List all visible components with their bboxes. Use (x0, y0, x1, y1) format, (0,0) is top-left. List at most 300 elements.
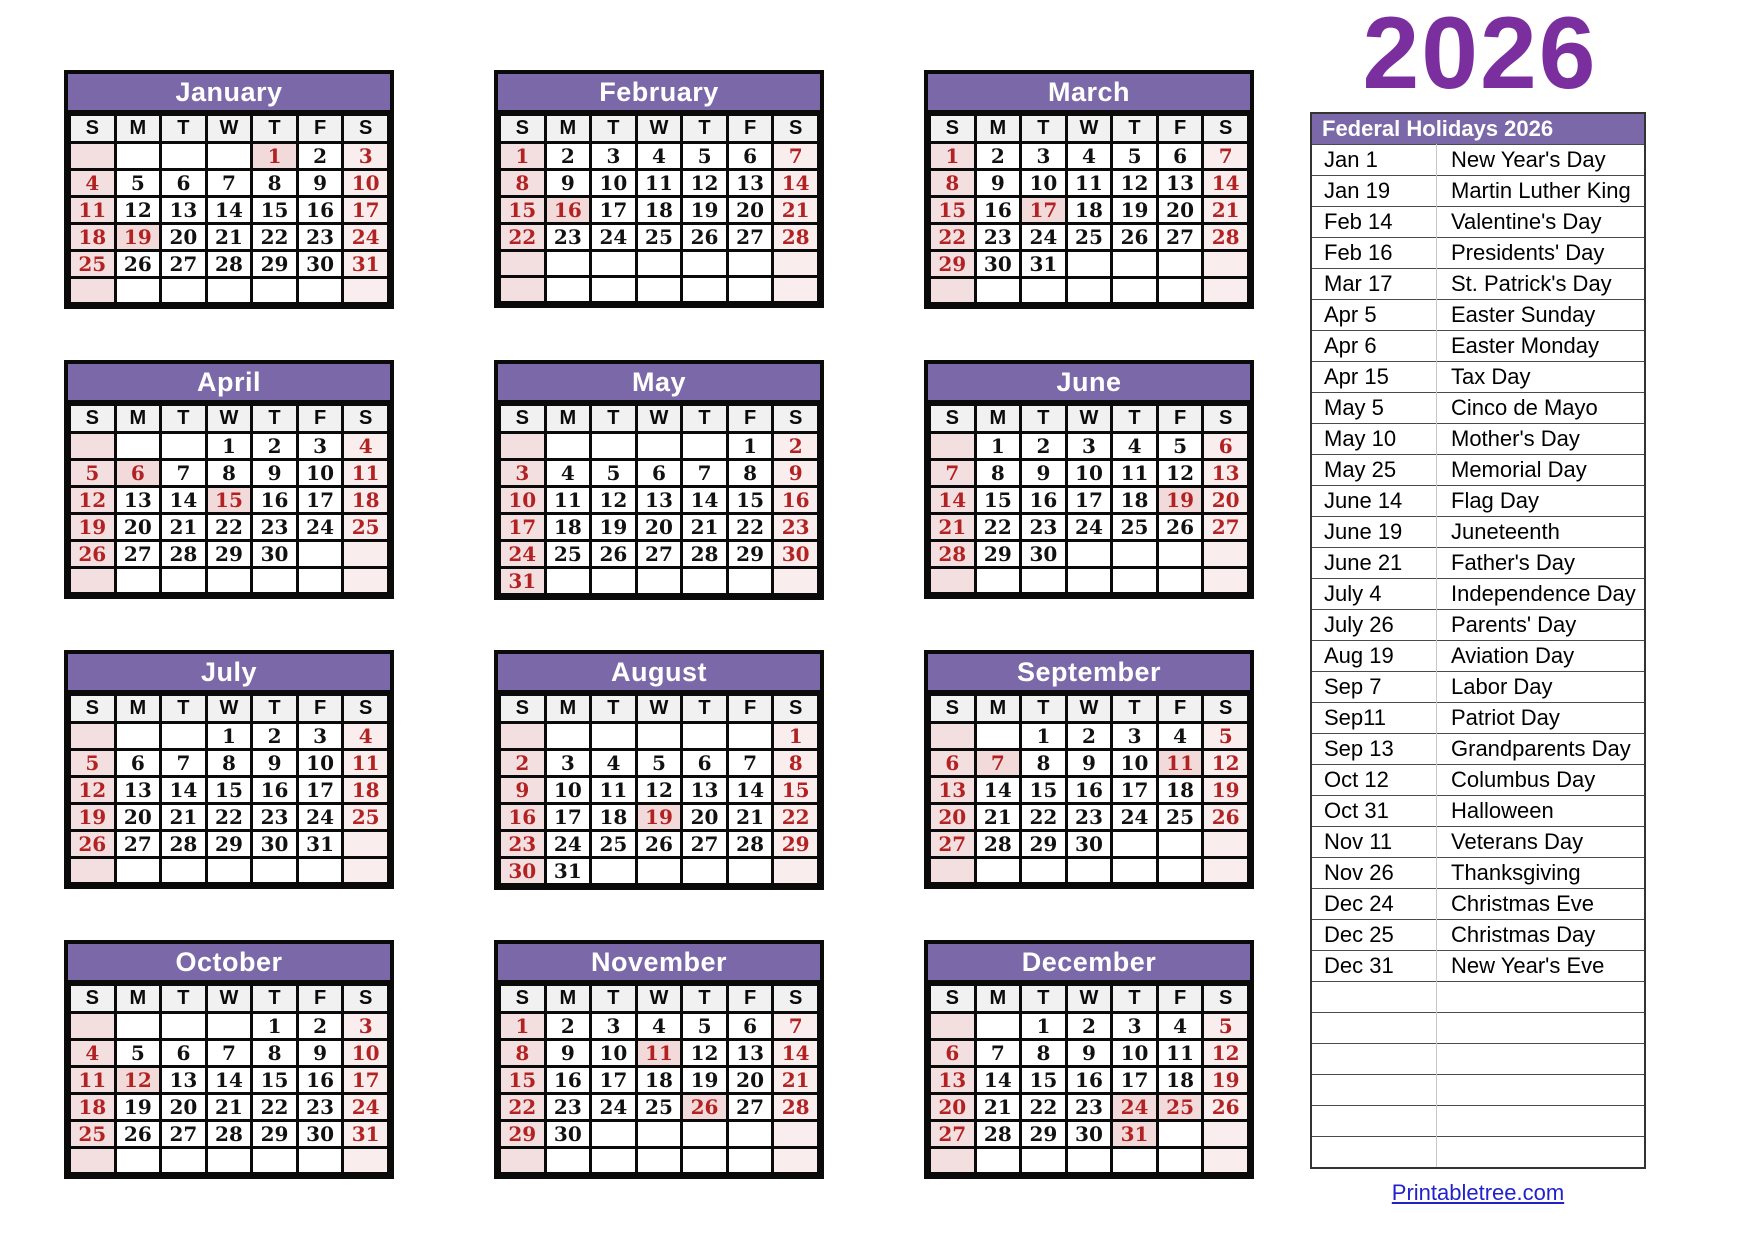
day-cell-empty (115, 143, 161, 170)
month-title: January (68, 74, 390, 113)
day-cell-empty (70, 723, 116, 750)
day-cell-empty (975, 568, 1021, 594)
day-cell: 29 (1021, 831, 1067, 858)
holiday-empty-date (1312, 1106, 1437, 1137)
day-cell: 13 (727, 1040, 773, 1067)
day-cell: 18 (343, 777, 389, 804)
holiday-date: Feb 14 (1312, 207, 1437, 238)
day-cell: 12 (682, 170, 728, 197)
day-cell: 22 (500, 1094, 546, 1121)
day-cell-empty (1066, 568, 1112, 594)
day-cell: 25 (1112, 514, 1158, 541)
weekday-header: F (297, 695, 343, 723)
holiday-date: Oct 31 (1312, 796, 1437, 827)
day-cell: 24 (1112, 1094, 1158, 1121)
day-cell: 30 (1066, 1121, 1112, 1148)
weekday-header: M (115, 115, 161, 143)
day-cell: 26 (636, 831, 682, 858)
day-cell: 3 (591, 143, 637, 170)
day-cell-empty (500, 723, 546, 750)
day-cell: 4 (70, 1040, 116, 1067)
weekday-header: S (500, 115, 546, 143)
footer-link[interactable]: Printabletree.com (1391, 1180, 1565, 1205)
day-cell: 25 (1157, 1094, 1203, 1121)
month-may (494, 360, 824, 600)
day-cell: 2 (773, 433, 819, 460)
day-cell: 27 (727, 224, 773, 251)
day-cell-empty (161, 723, 207, 750)
day-cell: 10 (591, 1040, 637, 1067)
day-cell: 10 (1112, 1040, 1158, 1067)
month-title: September (928, 654, 1250, 693)
day-cell: 22 (252, 1094, 298, 1121)
day-cell-empty (343, 541, 389, 568)
holiday-date: Sep 7 (1312, 672, 1437, 703)
weekday-header: W (206, 985, 252, 1013)
weekday-header: T (682, 405, 728, 433)
day-cell: 17 (343, 197, 389, 224)
holiday-name: Independence Day (1437, 579, 1645, 610)
day-cell: 12 (1203, 1040, 1249, 1067)
day-cell-empty (930, 433, 976, 460)
holiday-name: Christmas Day (1437, 920, 1645, 951)
day-cell: 12 (591, 487, 637, 514)
day-cell: 14 (206, 197, 252, 224)
day-cell: 17 (1066, 487, 1112, 514)
holiday-name: Presidents' Day (1437, 238, 1645, 269)
day-cell: 10 (1021, 170, 1067, 197)
holiday-row (1312, 920, 1644, 951)
day-cell: 25 (70, 1121, 116, 1148)
day-cell-empty (1157, 251, 1203, 278)
month-october (64, 940, 394, 1179)
day-cell: 11 (1066, 170, 1112, 197)
day-cell: 26 (682, 1094, 728, 1121)
day-cell-empty (1112, 541, 1158, 568)
day-cell: 8 (1021, 1040, 1067, 1067)
day-cell-empty (636, 568, 682, 595)
weekday-header: W (636, 695, 682, 723)
day-cell: 22 (1021, 1094, 1067, 1121)
day-cell: 16 (252, 487, 298, 514)
weekday-header: S (343, 115, 389, 143)
day-cell-empty (343, 831, 389, 858)
holiday-name: St. Patrick's Day (1437, 269, 1645, 300)
day-cell-empty (545, 723, 591, 750)
day-cell: 1 (500, 143, 546, 170)
day-cell: 20 (636, 514, 682, 541)
day-cell: 23 (1066, 804, 1112, 831)
day-cell: 21 (975, 1094, 1021, 1121)
day-cell: 11 (343, 460, 389, 487)
day-cell-empty (1112, 831, 1158, 858)
day-cell: 3 (297, 433, 343, 460)
day-cell-empty (975, 1148, 1021, 1174)
month-january (64, 70, 394, 309)
holiday-name: Veterans Day (1437, 827, 1645, 858)
day-cell: 31 (545, 858, 591, 885)
day-cell: 4 (636, 1013, 682, 1040)
month-grid (68, 403, 390, 595)
holiday-name: New Year's Day (1437, 145, 1645, 176)
day-cell: 26 (115, 251, 161, 278)
day-cell-empty (1203, 1121, 1249, 1148)
day-cell: 30 (252, 541, 298, 568)
day-cell: 14 (773, 1040, 819, 1067)
day-cell-empty (591, 723, 637, 750)
day-cell: 28 (1203, 224, 1249, 251)
day-cell: 5 (115, 1040, 161, 1067)
day-cell: 30 (545, 1121, 591, 1148)
day-cell: 1 (252, 143, 298, 170)
holiday-date: Apr 5 (1312, 300, 1437, 331)
holiday-date: Dec 31 (1312, 951, 1437, 982)
day-cell: 8 (773, 750, 819, 777)
day-cell: 17 (297, 487, 343, 514)
day-cell: 28 (161, 541, 207, 568)
weekday-header: F (1157, 405, 1203, 433)
day-cell-empty (636, 858, 682, 885)
day-cell: 26 (70, 831, 116, 858)
day-cell: 24 (591, 224, 637, 251)
weekday-header: T (591, 695, 637, 723)
holiday-name: Cinco de Mayo (1437, 393, 1645, 424)
day-cell: 25 (343, 514, 389, 541)
day-cell-empty (930, 1013, 976, 1040)
day-cell-empty (161, 568, 207, 594)
day-cell: 23 (297, 1094, 343, 1121)
day-cell: 6 (1157, 143, 1203, 170)
day-cell: 2 (297, 1013, 343, 1040)
day-cell: 23 (773, 514, 819, 541)
weekday-header: M (115, 405, 161, 433)
day-cell-empty (727, 568, 773, 595)
day-cell: 21 (1203, 197, 1249, 224)
day-cell: 2 (252, 723, 298, 750)
day-cell: 11 (1157, 750, 1203, 777)
day-cell: 8 (206, 750, 252, 777)
weekday-header: T (161, 985, 207, 1013)
day-cell-empty (545, 277, 591, 303)
weekday-header: S (500, 405, 546, 433)
day-cell: 17 (545, 804, 591, 831)
day-cell: 29 (773, 831, 819, 858)
day-cell-empty (115, 433, 161, 460)
day-cell-empty (773, 251, 819, 277)
day-cell: 20 (1203, 487, 1249, 514)
day-cell-empty (591, 433, 637, 460)
day-cell-empty (1203, 541, 1249, 568)
day-cell: 22 (206, 514, 252, 541)
day-cell: 29 (500, 1121, 546, 1148)
holiday-name: Memorial Day (1437, 455, 1645, 486)
day-cell: 16 (297, 1067, 343, 1094)
holiday-row (1312, 393, 1644, 424)
day-cell: 16 (545, 1067, 591, 1094)
day-cell: 15 (1021, 777, 1067, 804)
day-cell: 1 (500, 1013, 546, 1040)
day-cell: 23 (545, 1094, 591, 1121)
month-grid (498, 693, 820, 886)
weekday-header: T (1021, 405, 1067, 433)
day-cell: 30 (297, 251, 343, 278)
day-cell: 4 (1157, 1013, 1203, 1040)
weekday-header: S (343, 695, 389, 723)
day-cell: 7 (1203, 143, 1249, 170)
day-cell: 28 (206, 1121, 252, 1148)
day-cell: 24 (1021, 224, 1067, 251)
day-cell: 31 (500, 568, 546, 595)
day-cell: 20 (727, 1067, 773, 1094)
day-cell: 5 (1203, 1013, 1249, 1040)
day-cell: 12 (1157, 460, 1203, 487)
day-cell: 23 (297, 224, 343, 251)
day-cell-empty (1021, 1148, 1067, 1174)
day-cell: 6 (727, 1013, 773, 1040)
month-title: April (68, 364, 390, 403)
day-cell: 10 (297, 750, 343, 777)
month-grid (928, 403, 1250, 595)
weekday-header: F (1157, 115, 1203, 143)
day-cell: 1 (975, 433, 1021, 460)
month-grid (498, 403, 820, 596)
day-cell: 5 (636, 750, 682, 777)
day-cell: 17 (500, 514, 546, 541)
day-cell: 23 (252, 804, 298, 831)
day-cell: 20 (161, 224, 207, 251)
day-cell: 12 (682, 1040, 728, 1067)
day-cell: 6 (115, 750, 161, 777)
holiday-row (1312, 951, 1644, 982)
day-cell: 10 (297, 460, 343, 487)
weekday-header: T (252, 115, 298, 143)
day-cell-empty (975, 278, 1021, 304)
day-cell: 30 (975, 251, 1021, 278)
weekday-header: S (930, 405, 976, 433)
day-cell-empty (1157, 831, 1203, 858)
holiday-row (1312, 486, 1644, 517)
day-cell-empty (1066, 541, 1112, 568)
holidays-panel (1310, 112, 1646, 1169)
day-cell: 13 (727, 170, 773, 197)
day-cell: 3 (1066, 433, 1112, 460)
day-cell: 5 (1157, 433, 1203, 460)
day-cell: 14 (206, 1067, 252, 1094)
day-cell: 4 (591, 750, 637, 777)
day-cell: 25 (636, 224, 682, 251)
day-cell-empty (161, 1148, 207, 1174)
holiday-empty-name (1437, 982, 1645, 1013)
day-cell: 21 (975, 804, 1021, 831)
day-cell: 30 (297, 1121, 343, 1148)
day-cell-empty (930, 1148, 976, 1174)
weekday-header: T (591, 985, 637, 1013)
day-cell-empty (1157, 1121, 1203, 1148)
day-cell-empty (682, 858, 728, 885)
day-cell: 26 (1203, 804, 1249, 831)
day-cell-empty (1021, 858, 1067, 884)
holiday-name: Halloween (1437, 796, 1645, 827)
weekday-header: W (636, 115, 682, 143)
day-cell: 21 (161, 514, 207, 541)
day-cell: 26 (682, 224, 728, 251)
holiday-date: Feb 16 (1312, 238, 1437, 269)
day-cell: 9 (297, 170, 343, 197)
day-cell: 14 (727, 777, 773, 804)
day-cell: 3 (1021, 143, 1067, 170)
day-cell: 10 (500, 487, 546, 514)
holiday-date: Apr 6 (1312, 331, 1437, 362)
day-cell: 17 (1112, 777, 1158, 804)
day-cell: 2 (545, 1013, 591, 1040)
weekday-header: T (1112, 115, 1158, 143)
day-cell: 6 (930, 750, 976, 777)
holiday-empty-row (1312, 1106, 1644, 1137)
day-cell-empty (206, 858, 252, 884)
holiday-row (1312, 424, 1644, 455)
day-cell-empty (70, 1148, 116, 1174)
day-cell: 18 (1112, 487, 1158, 514)
holiday-date: July 4 (1312, 579, 1437, 610)
day-cell-empty (1203, 568, 1249, 594)
day-cell: 29 (975, 541, 1021, 568)
day-cell-empty (500, 277, 546, 303)
weekday-header: S (500, 985, 546, 1013)
day-cell: 9 (252, 750, 298, 777)
day-cell: 11 (636, 1040, 682, 1067)
weekday-header: S (70, 115, 116, 143)
day-cell-empty (636, 251, 682, 277)
weekday-header: T (252, 405, 298, 433)
holiday-date: Jan 19 (1312, 176, 1437, 207)
day-cell: 17 (591, 1067, 637, 1094)
day-cell: 19 (682, 197, 728, 224)
day-cell-empty (115, 1148, 161, 1174)
day-cell: 17 (297, 777, 343, 804)
day-cell: 11 (1112, 460, 1158, 487)
holiday-name: Parents' Day (1437, 610, 1645, 641)
weekday-header: T (1021, 695, 1067, 723)
day-cell: 19 (70, 514, 116, 541)
day-cell: 29 (727, 541, 773, 568)
month-grid (928, 693, 1250, 885)
holiday-empty-name (1437, 1013, 1645, 1044)
day-cell-empty (297, 568, 343, 594)
day-cell-empty (1203, 1148, 1249, 1174)
day-cell: 12 (636, 777, 682, 804)
month-february (494, 70, 824, 308)
day-cell-empty (545, 568, 591, 595)
day-cell-empty (682, 723, 728, 750)
day-cell-empty (161, 278, 207, 304)
holiday-name: Valentine's Day (1437, 207, 1645, 238)
weekday-header: F (297, 985, 343, 1013)
day-cell: 28 (773, 224, 819, 251)
day-cell: 21 (161, 804, 207, 831)
day-cell: 19 (591, 514, 637, 541)
day-cell: 16 (1066, 777, 1112, 804)
day-cell: 16 (1066, 1067, 1112, 1094)
holiday-name: Grandparents Day (1437, 734, 1645, 765)
holiday-date: May 5 (1312, 393, 1437, 424)
day-cell: 7 (682, 460, 728, 487)
day-cell-empty (1157, 858, 1203, 884)
day-cell: 2 (1066, 1013, 1112, 1040)
day-cell: 30 (500, 858, 546, 885)
day-cell: 16 (252, 777, 298, 804)
day-cell: 15 (930, 197, 976, 224)
day-cell: 27 (115, 541, 161, 568)
day-cell: 19 (1112, 197, 1158, 224)
day-cell-empty (930, 858, 976, 884)
day-cell: 13 (930, 1067, 976, 1094)
month-grid (928, 113, 1250, 305)
day-cell: 29 (1021, 1121, 1067, 1148)
weekday-header: W (1066, 115, 1112, 143)
holiday-name: Thanksgiving (1437, 858, 1645, 889)
day-cell: 27 (161, 1121, 207, 1148)
day-cell-empty (206, 1148, 252, 1174)
day-cell: 30 (252, 831, 298, 858)
day-cell: 4 (636, 143, 682, 170)
day-cell: 10 (1112, 750, 1158, 777)
holiday-name: Labor Day (1437, 672, 1645, 703)
day-cell: 3 (591, 1013, 637, 1040)
day-cell: 19 (115, 1094, 161, 1121)
holiday-date: Mar 17 (1312, 269, 1437, 300)
holiday-row (1312, 331, 1644, 362)
weekday-header: S (773, 985, 819, 1013)
month-grid (498, 983, 820, 1175)
day-cell: 2 (500, 750, 546, 777)
day-cell: 28 (727, 831, 773, 858)
day-cell: 26 (1112, 224, 1158, 251)
day-cell-empty (1112, 568, 1158, 594)
day-cell: 21 (206, 224, 252, 251)
day-cell: 21 (682, 514, 728, 541)
day-cell: 15 (975, 487, 1021, 514)
weekday-header: W (1066, 695, 1112, 723)
day-cell: 8 (930, 170, 976, 197)
day-cell: 27 (1157, 224, 1203, 251)
day-cell-empty (1157, 278, 1203, 304)
day-cell-empty (636, 1148, 682, 1174)
day-cell-empty (773, 858, 819, 885)
holiday-date: May 10 (1312, 424, 1437, 455)
holiday-date: May 25 (1312, 455, 1437, 486)
day-cell: 7 (975, 1040, 1021, 1067)
weekday-header: M (975, 695, 1021, 723)
day-cell-empty (1157, 1148, 1203, 1174)
day-cell: 30 (1066, 831, 1112, 858)
day-cell-empty (1066, 251, 1112, 278)
weekday-header: T (1021, 985, 1067, 1013)
day-cell-empty (1203, 858, 1249, 884)
day-cell: 22 (206, 804, 252, 831)
holiday-empty-date (1312, 1075, 1437, 1106)
day-cell-empty (682, 277, 728, 303)
day-cell: 25 (545, 541, 591, 568)
holiday-row (1312, 145, 1644, 176)
day-cell-empty (727, 858, 773, 885)
day-cell: 24 (297, 804, 343, 831)
day-cell: 10 (343, 1040, 389, 1067)
day-cell: 26 (1157, 514, 1203, 541)
day-cell: 26 (115, 1121, 161, 1148)
day-cell: 17 (343, 1067, 389, 1094)
day-cell: 11 (636, 170, 682, 197)
day-cell-empty (727, 1148, 773, 1174)
